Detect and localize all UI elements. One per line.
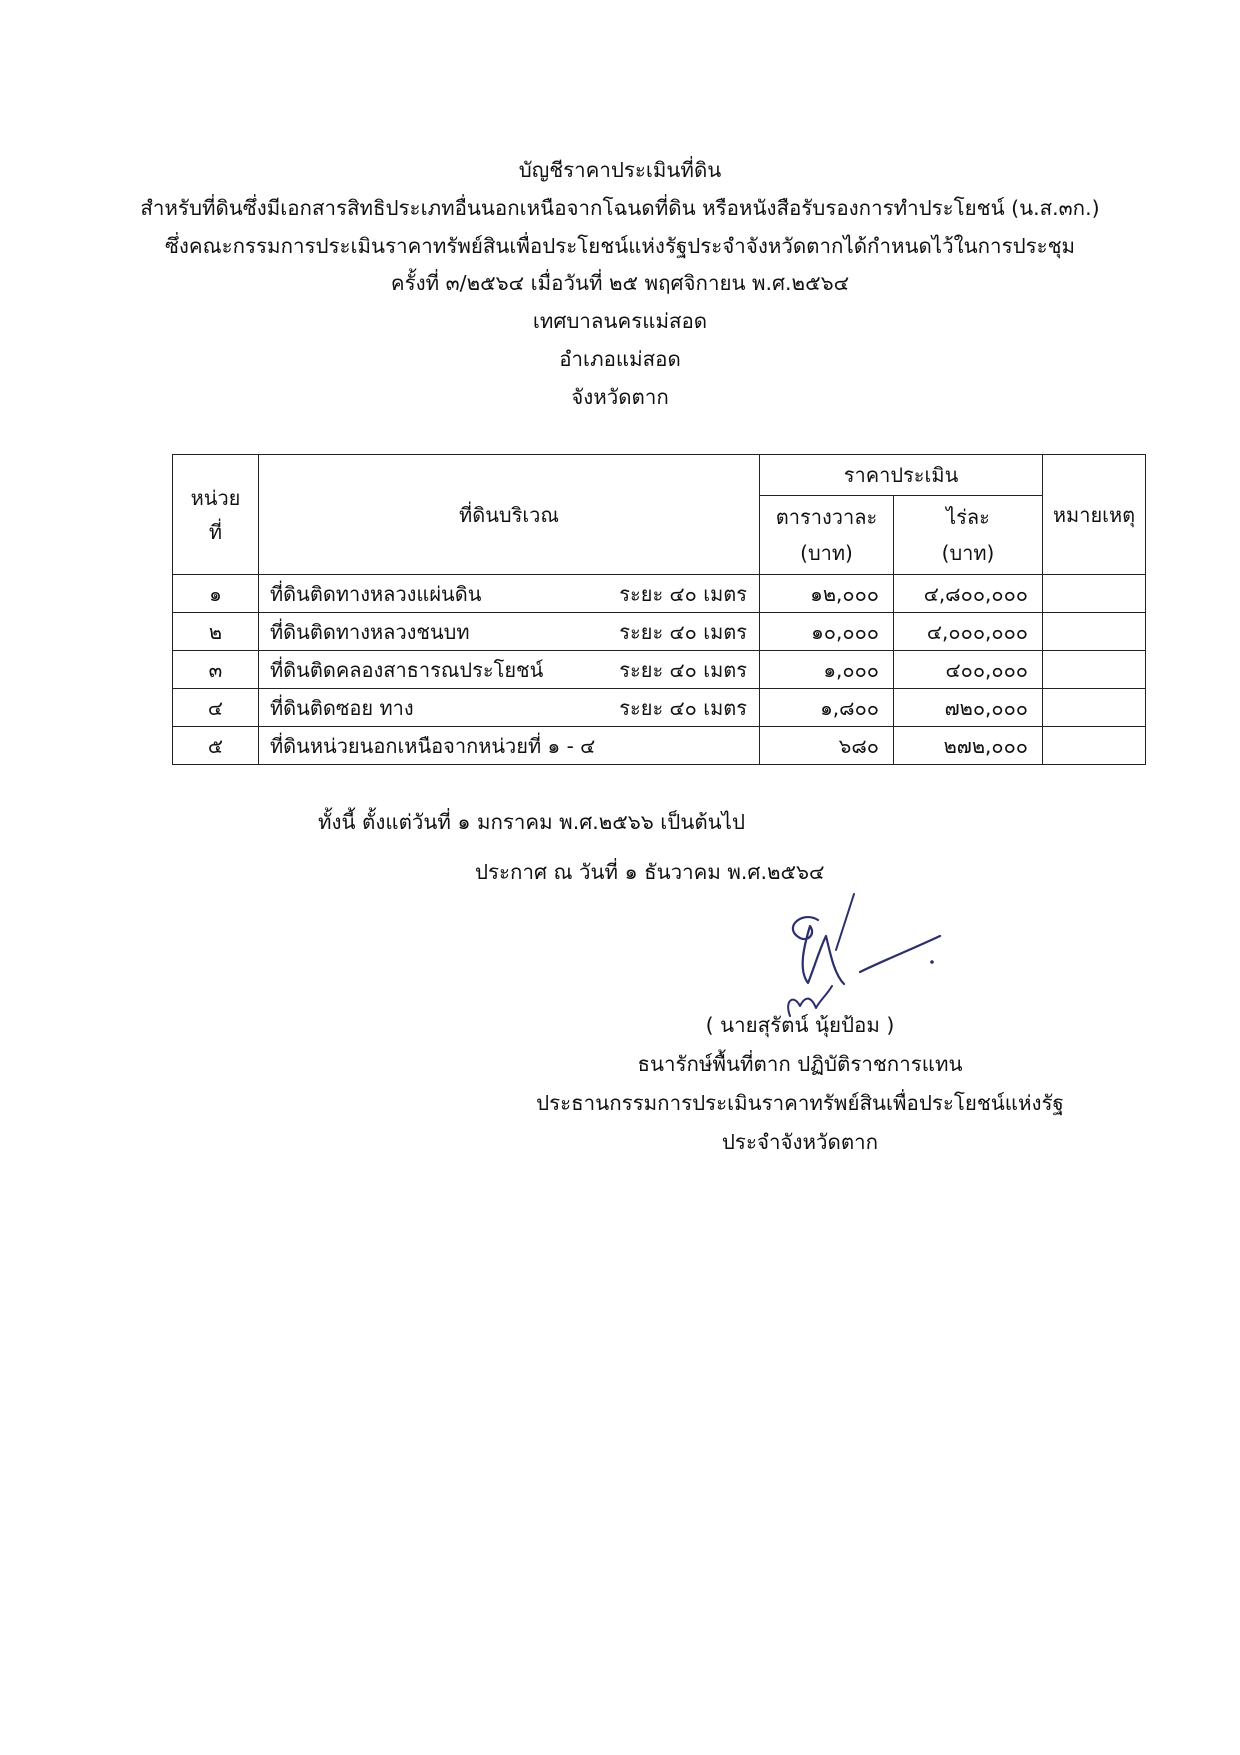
- cell-per-sqwah: ๑๒,๐๐๐: [760, 575, 894, 613]
- cell-area: [259, 651, 760, 689]
- header-area: ที่ดินบริเวณ: [259, 455, 760, 575]
- cell-remark: [1043, 689, 1146, 727]
- signer-province: ประจำจังหวัดตาก: [721, 1130, 879, 1154]
- cell-area: [259, 575, 760, 613]
- area-name: ที่ดินติดทางหลวงชนบท: [270, 619, 470, 644]
- area-distance: ระยะ ๔๐ เมตร: [619, 619, 747, 644]
- land-price-table: [172, 454, 1146, 765]
- area-name: ที่ดินติดคลองสาธารณประโยชน์: [270, 657, 544, 682]
- header-per-rai: [894, 496, 1043, 575]
- header-per-rai-line2: (บาท): [941, 541, 995, 565]
- area-distance: ระยะ ๔๐ เมตร: [619, 657, 747, 682]
- table-header-row: [173, 455, 1146, 496]
- announcement-date-line: ประกาศ ณ วันที่ ๑ ธันวาคม พ.ศ.๒๕๖๔: [475, 860, 825, 884]
- effective-date-line: ทั้งนี้ ตั้งแต่วันที่ ๑ มกราคม พ.ศ.๒๕๖๖ เป็นต้นไป: [318, 810, 745, 834]
- signer-block: [520, 1006, 1080, 1162]
- header-per-rai-line1: ไร่ละ: [946, 505, 990, 529]
- document-title: บัญชีราคาประเมินที่ดิน: [518, 158, 722, 182]
- area-name: ที่ดินติดทางหลวงแผ่นดิน: [270, 581, 482, 606]
- district: อำเภอแม่สอด: [559, 346, 681, 371]
- cell-per-rai: ๗๒๐,๐๐๐: [894, 689, 1043, 727]
- area-distance: ระยะ ๔๐ เมตร: [619, 581, 747, 606]
- header-per-sqwah: [760, 496, 894, 575]
- cell-per-rai: ๔,๐๐๐,๐๐๐: [894, 613, 1043, 651]
- cell-unit: ๔: [173, 689, 259, 727]
- table-row: [173, 613, 1146, 651]
- cell-unit: ๒: [173, 613, 259, 651]
- cell-per-rai: ๔,๘๐๐,๐๐๐: [894, 575, 1043, 613]
- table-row: [173, 575, 1146, 613]
- cell-per-sqwah: ๑,๐๐๐: [760, 651, 894, 689]
- header-unit-line2: ที่: [208, 519, 223, 544]
- municipality: เทศบาลนครแม่สอด: [532, 309, 708, 334]
- cell-remark: [1043, 651, 1146, 689]
- cell-per-sqwah: ๑๐,๐๐๐: [760, 613, 894, 651]
- header-per-sqwah-line1: ตารางวาละ: [775, 505, 878, 529]
- cell-area: [259, 727, 760, 765]
- cell-unit: ๓: [173, 651, 259, 689]
- document-subtitle: สำหรับที่ดินซึ่งมีเอกสารสิทธิประเภทอื่นนอกเหนือจากโฉนดที่ดิน หรือหนังสือรับรองการทำประโยชน์ (น.ส.๓ก.): [140, 195, 1100, 220]
- table-row: [173, 651, 1146, 689]
- meeting-line: ครั้งที่ ๓/๒๕๖๔ เมื่อวันที่ ๒๕ พฤศจิกายน พ.ศ.๒๕๖๔: [390, 271, 850, 296]
- header-price-group: ราคาประเมิน: [760, 455, 1043, 496]
- area-name: ที่ดินติดซอย ทาง: [270, 695, 414, 720]
- signer-position: ธนารักษ์พื้นที่ตาก ปฏิบัติราชการแทน: [637, 1052, 963, 1076]
- cell-per-rai: ๔๐๐,๐๐๐: [894, 651, 1043, 689]
- cell-per-rai: ๒๗๒,๐๐๐: [894, 727, 1043, 765]
- signer-committee: ประธานกรรมการประเมินราคาทรัพย์สินเพื่อประโยชน์แห่งรัฐ: [536, 1091, 1064, 1115]
- table-row: [173, 727, 1146, 765]
- province: จังหวัดตาก: [571, 384, 669, 409]
- header-unit: [173, 455, 259, 575]
- cell-remark: [1043, 575, 1146, 613]
- committee-line: ซึ่งคณะกรรมการประเมินราคาทรัพย์สินเพื่อประโยชน์แห่งรัฐประจำจังหวัดตากได้กำหนดไว้ในการประชุม: [164, 233, 1076, 258]
- cell-per-sqwah: ๑,๘๐๐: [760, 689, 894, 727]
- table-row: [173, 689, 1146, 727]
- cell-unit: ๕: [173, 727, 259, 765]
- document-header: [0, 152, 1240, 417]
- cell-area: [259, 613, 760, 651]
- cell-remark: [1043, 613, 1146, 651]
- area-distance: ระยะ ๔๐ เมตร: [619, 695, 747, 720]
- area-name: ที่ดินหน่วยนอกเหนือจากหน่วยที่ ๑ - ๔: [270, 733, 596, 758]
- cell-unit: ๑: [173, 575, 259, 613]
- header-per-sqwah-line2: (บาท): [800, 541, 853, 565]
- signer-name: ( นายสุรัตน์ นุ้ยป้อม ): [705, 1013, 895, 1037]
- cell-remark: [1043, 727, 1146, 765]
- header-unit-line1: หน่วย: [190, 485, 241, 510]
- handwritten-signature: [750, 888, 960, 1023]
- cell-per-sqwah: ๖๘๐: [760, 727, 894, 765]
- cell-area: [259, 689, 760, 727]
- header-remarks: หมายเหตุ: [1043, 455, 1146, 575]
